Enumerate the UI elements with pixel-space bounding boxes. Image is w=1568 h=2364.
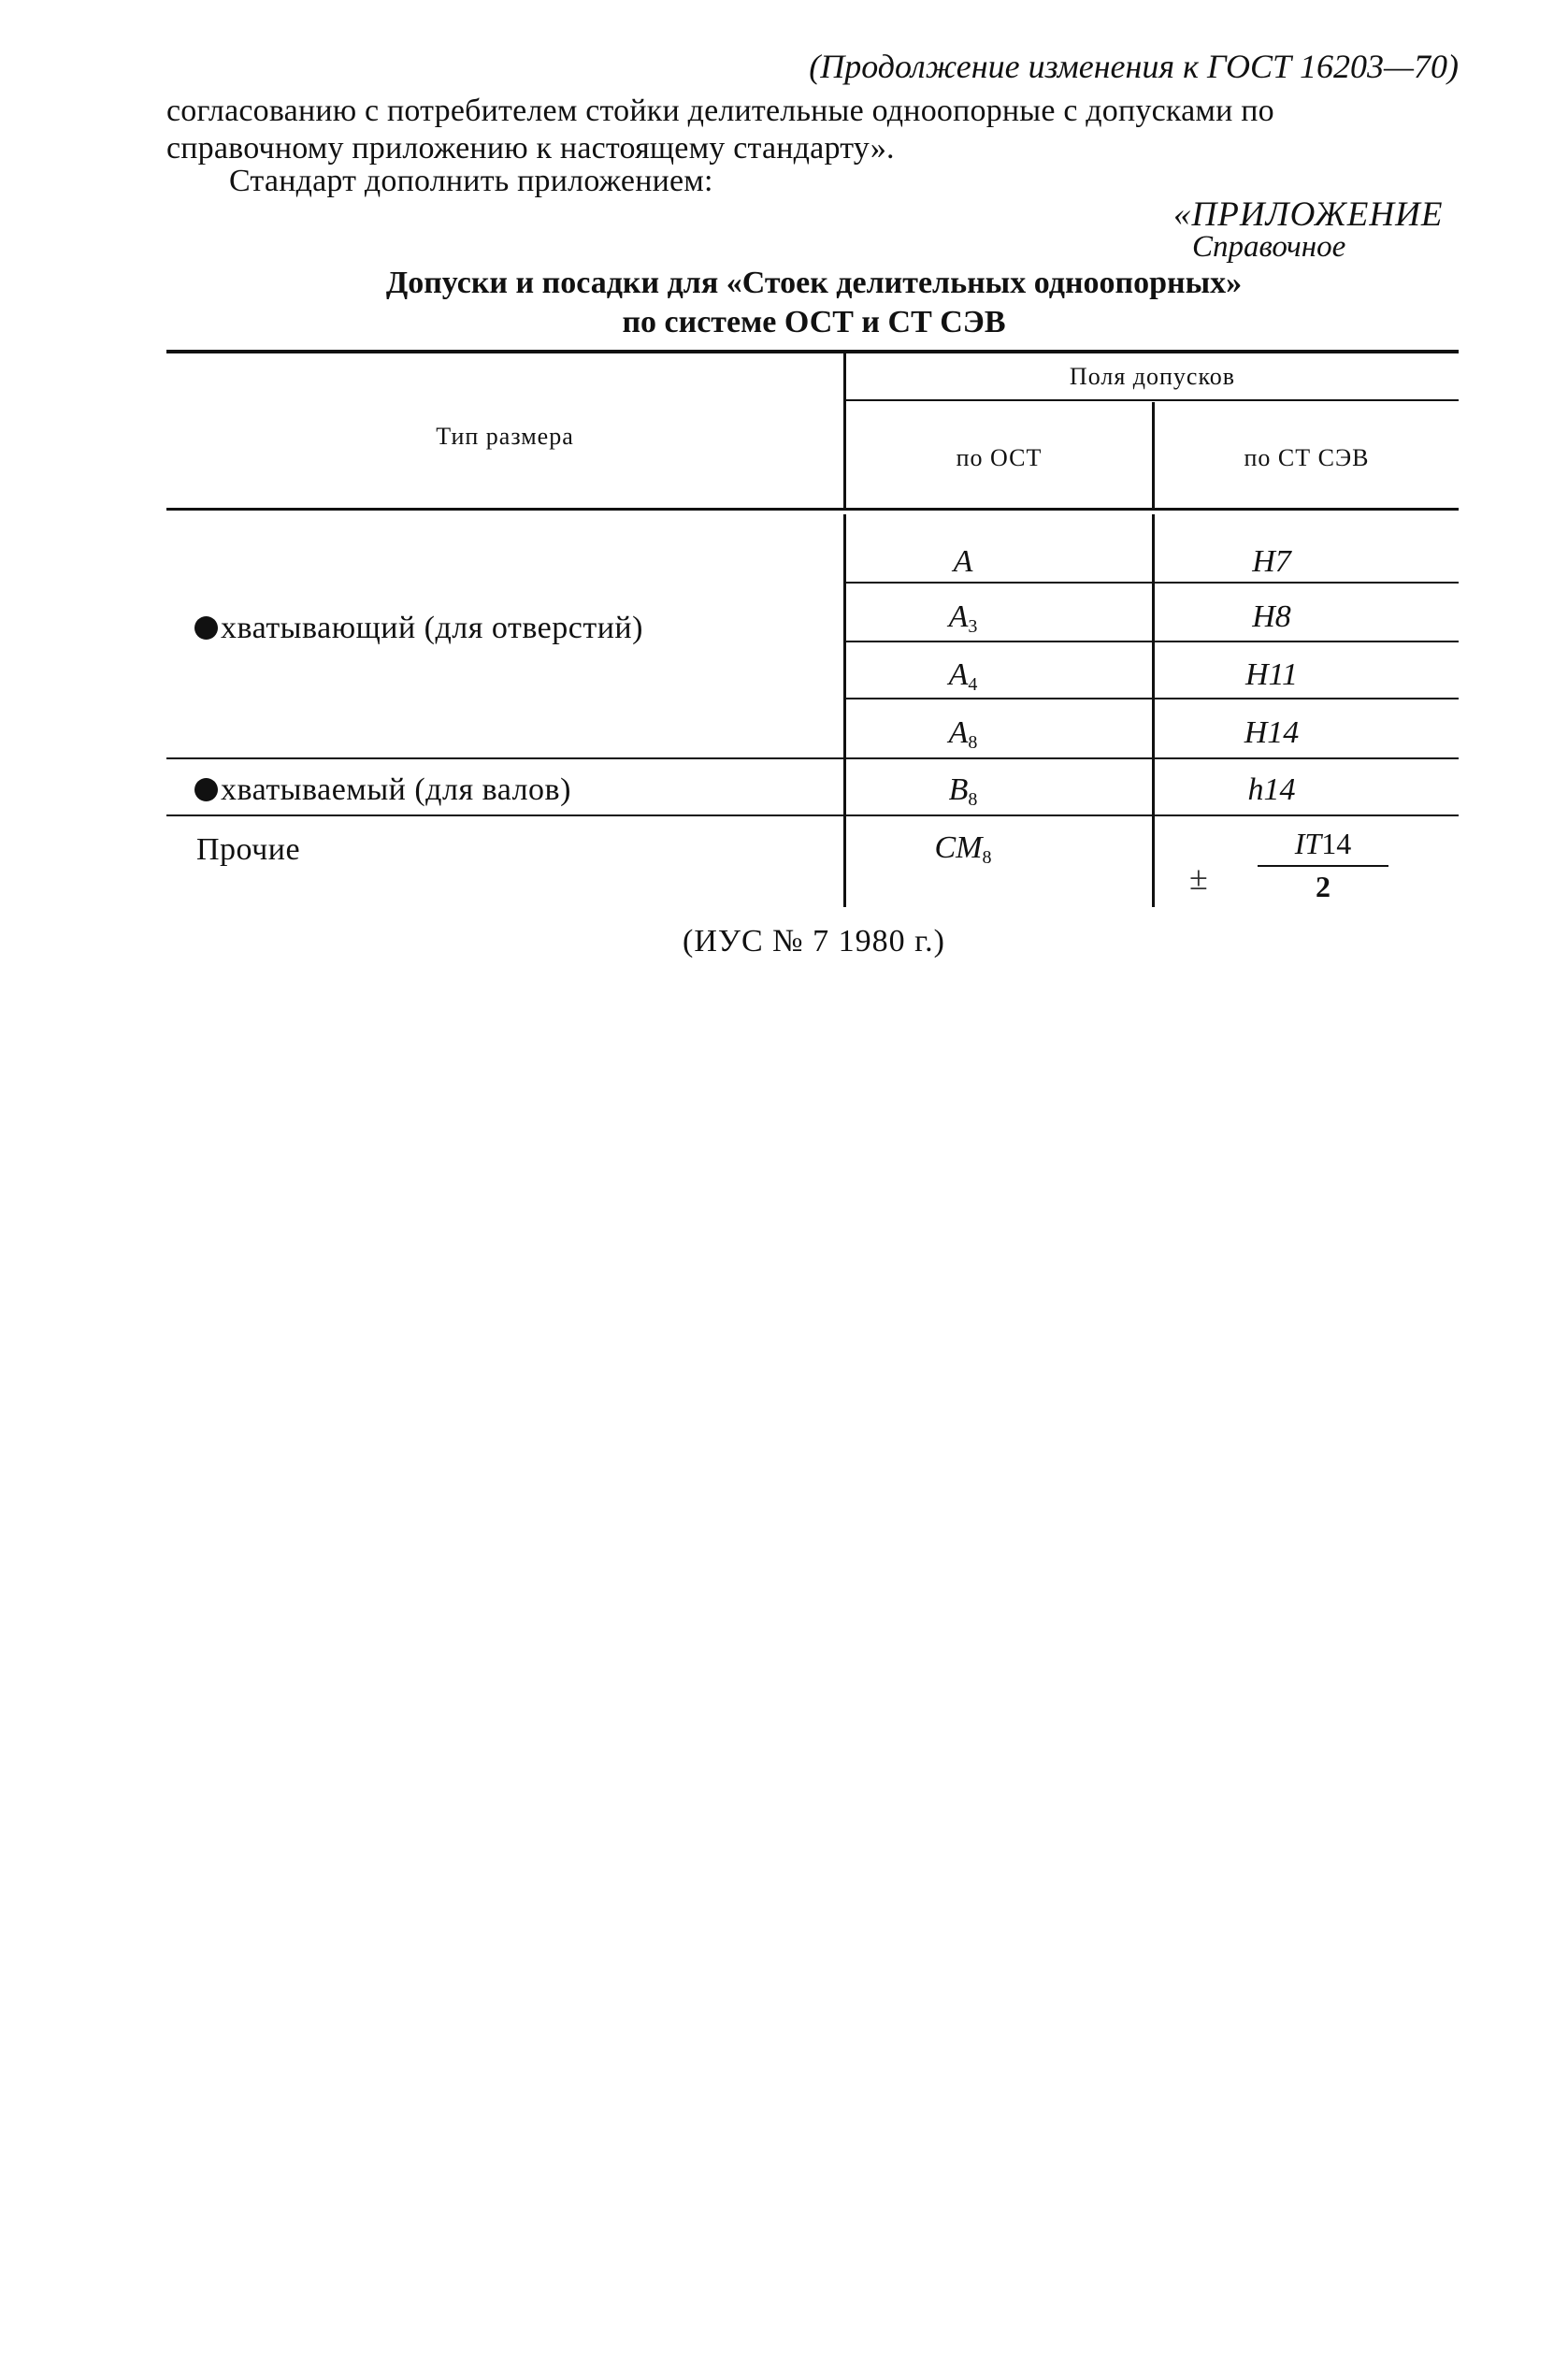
ost-cell: A	[953, 544, 973, 579]
row-rule	[846, 698, 1152, 699]
ost-cell: $CM_8$	[934, 830, 992, 868]
header-st-sev: по СТ СЭВ	[1244, 444, 1370, 471]
ost-cell: $A_3$	[948, 599, 978, 637]
continuation-header: (Продолжение изменения к ГОСТ 16203—70)	[809, 48, 1459, 85]
bullet-mark	[194, 616, 218, 640]
sev-cell: H8	[1252, 599, 1291, 634]
sev-cell: H11	[1244, 657, 1299, 692]
header-type: Тип размера	[436, 423, 574, 450]
header-subdivider	[846, 399, 1459, 401]
type-cell-shafts	[194, 772, 571, 808]
header-ost: по ОСТ	[956, 444, 1043, 471]
table-title-line-2: по системе ОСТ и СТ СЭВ	[622, 305, 1006, 339]
bullet-mark	[194, 778, 218, 801]
paragraph-line-3: Стандарт дополнить приложением:	[229, 164, 713, 198]
type-label: хватывающий (для отверстий)	[221, 611, 643, 645]
type-cell-holes	[194, 611, 643, 646]
table-top-rule	[166, 350, 1459, 353]
row-rule	[846, 641, 1152, 642]
ost-cell: $A_4$	[948, 657, 978, 695]
fraction-numerator: IT14	[1294, 827, 1352, 860]
header-bottom-rule	[166, 508, 1459, 511]
row-rule	[1155, 698, 1459, 699]
paragraph-line-2: справочному приложению к настоящему стандарту».	[166, 131, 895, 166]
row-rule	[846, 582, 1152, 584]
table-title-line-1: Допуски и посадки для «Стоек делительных одноопорных»	[385, 266, 1243, 300]
group-rule	[166, 757, 1459, 759]
sev-cell: H14	[1244, 715, 1300, 750]
footer-note: (ИУС № 7 1980 г.)	[683, 924, 945, 959]
appendix-sublabel: Справочное	[1192, 230, 1346, 264]
group-rule	[166, 814, 1459, 816]
sev-cell: h14	[1247, 772, 1296, 807]
appendix-label: «ПРИЛОЖЕНИЕ	[1173, 195, 1444, 234]
fraction-bar	[1258, 865, 1388, 867]
row-rule	[1155, 582, 1459, 584]
type-label: хватываемый (для валов)	[221, 772, 571, 807]
sev-cell: H7	[1252, 544, 1291, 579]
row-rule	[1155, 641, 1459, 642]
plus-minus-sign: ±	[1189, 859, 1208, 897]
type-cell-other: Прочие	[196, 832, 301, 867]
paragraph-line-1: согласованию с потребителем стойки делительные одноопорные с допусками по	[166, 94, 1274, 128]
ost-cell: $B_8$	[948, 772, 978, 810]
header-tolerance-fields: Поля допусков	[1069, 363, 1236, 390]
ost-cell: $A_8$	[948, 715, 978, 753]
fraction-denominator: 2	[1316, 870, 1331, 903]
